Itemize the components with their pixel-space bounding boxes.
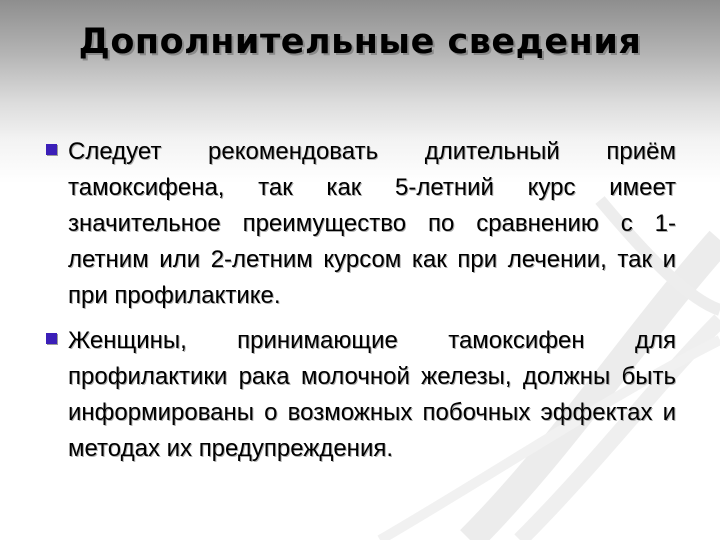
square-bullet-icon — [46, 144, 57, 155]
slide-body — [46, 134, 676, 476]
bullet-text: Женщины, принимающие тамоксифен для профилактики рака молочной железы, должны быть информированы о возможных побочных эффектах и методах их предупреждения. — [68, 327, 676, 462]
bullet-item — [46, 323, 676, 467]
bullet-item — [46, 134, 676, 314]
slide-title: Дополнительные сведения — [78, 22, 642, 62]
bullet-text: Следует рекомендовать длительный приём тамоксифена, так как 5-летний курс имеет значительное преимущество по сравнению с 1-летним или 2-летним курсом как при лечении, так и при профилактике. — [68, 138, 676, 309]
square-bullet-icon — [46, 333, 57, 344]
